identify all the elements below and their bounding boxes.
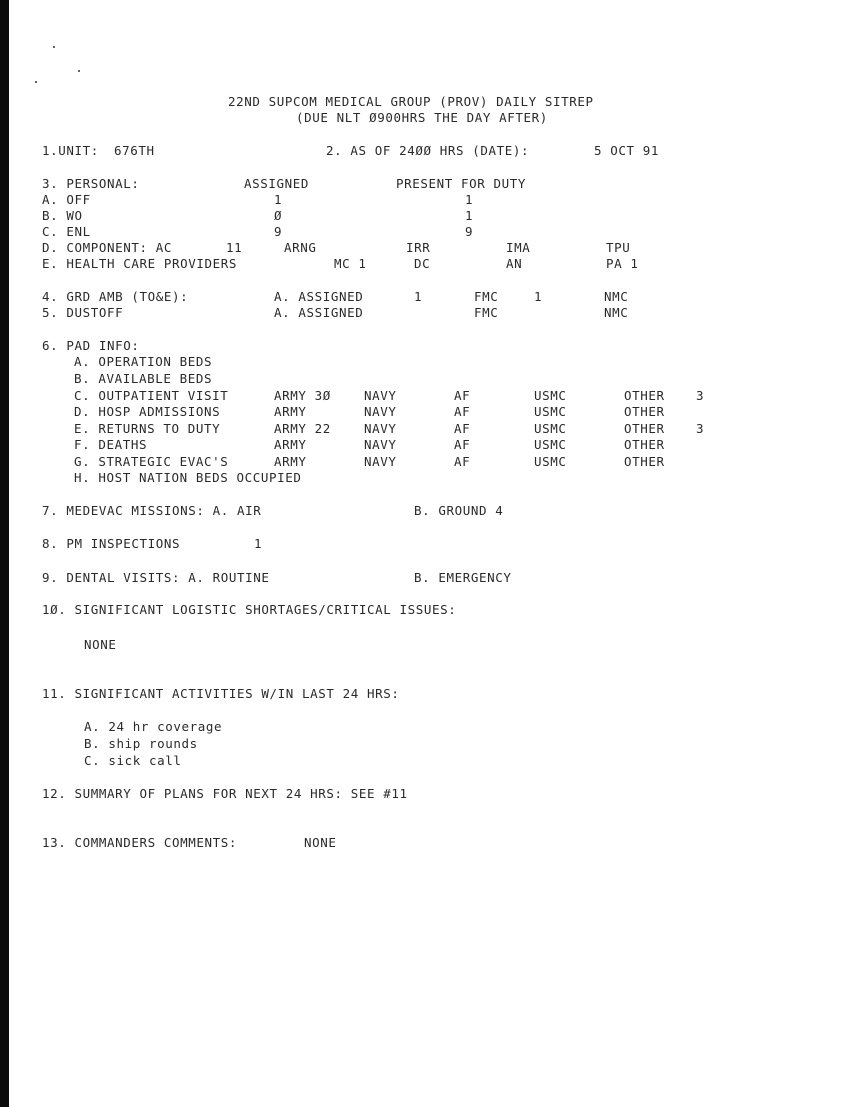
- providers-pa: PA 1: [606, 256, 639, 271]
- pad-other-value: 3: [696, 421, 705, 436]
- pad-row-label: C. OUTPATIENT VISIT: [74, 388, 229, 403]
- dustoff-assigned: A. ASSIGNED: [274, 305, 364, 320]
- providers-an: AN: [506, 256, 523, 271]
- scan-speck: [53, 46, 55, 48]
- unit-label: 1.UNIT:: [42, 143, 99, 158]
- pad-af: AF: [454, 388, 471, 403]
- pad-usmc: USMC: [534, 404, 567, 419]
- grd-amb-assigned-value: 1: [414, 289, 423, 304]
- personnel-assigned: 9: [274, 224, 283, 239]
- pad-usmc: USMC: [534, 421, 567, 436]
- grd-amb-fmc: FMC: [474, 289, 499, 304]
- pad-row-label: F. DEATHS: [74, 437, 148, 452]
- scan-speck: [35, 81, 37, 83]
- component-label: D. COMPONENT: AC: [42, 240, 173, 255]
- activity-item: B. ship rounds: [84, 736, 198, 751]
- pad-navy: NAVY: [364, 454, 397, 469]
- pad-navy: NAVY: [364, 437, 397, 452]
- pad-af: AF: [454, 421, 471, 436]
- dental-visits-label: 9. DENTAL VISITS: A. ROUTINE: [42, 570, 270, 585]
- component-ima: IMA: [506, 240, 531, 255]
- pad-other: OTHER: [624, 437, 665, 452]
- grd-amb-nmc: NMC: [604, 289, 629, 304]
- pad-usmc: USMC: [534, 437, 567, 452]
- medevac-label: 7. MEDEVAC MISSIONS: A. AIR: [42, 503, 262, 518]
- activity-item: A. 24 hr coverage: [84, 719, 223, 734]
- scan-edge: [0, 0, 9, 1107]
- commanders-comments-value: NONE: [304, 835, 337, 850]
- pad-army: ARMY: [274, 437, 307, 452]
- pad-other-value: 3: [696, 388, 705, 403]
- pm-inspections-label: 8. PM INSPECTIONS: [42, 536, 181, 551]
- report-subtitle: (DUE NLT Ø900HRS THE DAY AFTER): [296, 110, 548, 125]
- pad-navy: NAVY: [364, 421, 397, 436]
- medevac-ground: B. GROUND 4: [414, 503, 504, 518]
- pad-other: OTHER: [624, 388, 665, 403]
- pad-army: ARMY 22: [274, 421, 331, 436]
- pad-army: ARMY: [274, 404, 307, 419]
- pad-available-beds: B. AVAILABLE BEDS: [74, 371, 213, 386]
- dustoff-label: 5. DUSTOFF: [42, 305, 124, 320]
- pad-row-label: D. HOSP ADMISSIONS: [74, 404, 221, 419]
- component-arng: ARNG: [284, 240, 317, 255]
- pad-af: AF: [454, 437, 471, 452]
- pad-army: ARMY: [274, 454, 307, 469]
- as-of-label: 2. AS OF 24ØØ HRS (DATE):: [326, 143, 530, 158]
- pad-other: OTHER: [624, 404, 665, 419]
- pad-af: AF: [454, 404, 471, 419]
- component-ac: 11: [226, 240, 243, 255]
- pad-row-label: E. RETURNS TO DUTY: [74, 421, 221, 436]
- personnel-row-label: C. ENL: [42, 224, 91, 239]
- significant-activities-label: 11. SIGNIFICANT ACTIVITIES W/IN LAST 24 HRS:: [42, 686, 400, 701]
- pad-af: AF: [454, 454, 471, 469]
- col-assigned: ASSIGNED: [244, 176, 310, 191]
- col-present: PRESENT FOR DUTY: [396, 176, 527, 191]
- grd-amb-assigned: A. ASSIGNED: [274, 289, 364, 304]
- pad-army: ARMY 3Ø: [274, 388, 331, 403]
- personnel-label: 3. PERSONAL:: [42, 176, 140, 191]
- unit-value: 676TH: [114, 143, 155, 158]
- pad-usmc: USMC: [534, 454, 567, 469]
- personnel-present: 1: [465, 192, 474, 207]
- logistic-shortages-label: 1Ø. SIGNIFICANT LOGISTIC SHORTAGES/CRITICAL ISSUES:: [42, 602, 457, 617]
- personnel-assigned: 1: [274, 192, 283, 207]
- pad-usmc: USMC: [534, 388, 567, 403]
- grd-amb-fmc-value: 1: [534, 289, 543, 304]
- as-of-date: 5 OCT 91: [594, 143, 660, 158]
- providers-label: E. HEALTH CARE PROVIDERS: [42, 256, 238, 271]
- summary-of-plans: 12. SUMMARY OF PLANS FOR NEXT 24 HRS: SEE #11: [42, 786, 408, 801]
- providers-dc: DC: [414, 256, 431, 271]
- component-tpu: TPU: [606, 240, 631, 255]
- pad-operation-beds: A. OPERATION BEDS: [74, 354, 213, 369]
- personnel-present: 9: [465, 224, 474, 239]
- pad-label: 6. PAD INFO:: [42, 338, 140, 353]
- pad-navy: NAVY: [364, 388, 397, 403]
- personnel-row-label: B. WO: [42, 208, 83, 223]
- logistic-shortages-value: NONE: [84, 637, 117, 652]
- dustoff-nmc: NMC: [604, 305, 629, 320]
- report-title: 22ND SUPCOM MEDICAL GROUP (PROV) DAILY SITREP: [228, 94, 594, 109]
- activity-item: C. sick call: [84, 753, 182, 768]
- personnel-row-label: A. OFF: [42, 192, 91, 207]
- pm-inspections-value: 1: [254, 536, 263, 551]
- grd-amb-label: 4. GRD AMB (TO&E):: [42, 289, 189, 304]
- component-irr: IRR: [406, 240, 431, 255]
- pad-other: OTHER: [624, 454, 665, 469]
- dental-emergency: B. EMERGENCY: [414, 570, 512, 585]
- personnel-present: 1: [465, 208, 474, 223]
- providers-mc: MC 1: [334, 256, 367, 271]
- personnel-assigned: Ø: [274, 208, 283, 223]
- dustoff-fmc: FMC: [474, 305, 499, 320]
- pad-other: OTHER: [624, 421, 665, 436]
- commanders-comments-label: 13. COMMANDERS COMMENTS:: [42, 835, 238, 850]
- pad-row-label: G. STRATEGIC EVAC'S: [74, 454, 229, 469]
- pad-navy: NAVY: [364, 404, 397, 419]
- pad-host-nation-beds: H. HOST NATION BEDS OCCUPIED: [74, 470, 302, 485]
- scan-speck: [78, 70, 80, 72]
